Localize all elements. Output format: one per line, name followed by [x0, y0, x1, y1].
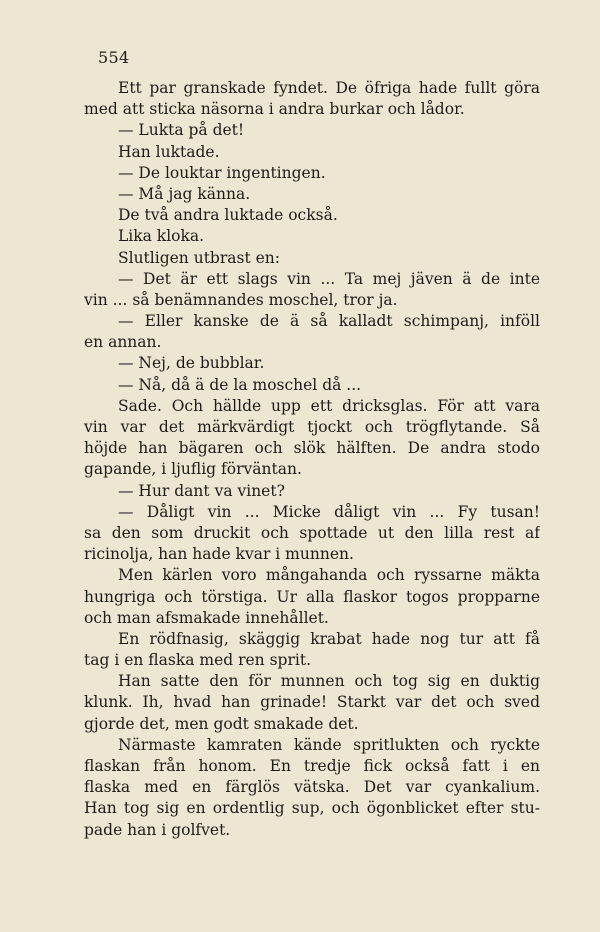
text-line: tag i en flaska med ren sprit.: [84, 651, 311, 670]
text-line: med att sticka näsorna i andra burkar och lådor.: [84, 100, 465, 119]
body-text: [84, 78, 540, 841]
text-line: Lika kloka.: [118, 227, 205, 246]
text-line: Sade. Och hällde upp ett dricksglas. För att vara: [118, 396, 540, 415]
text-line: flaskan från honom. En tredje fick också fatt i en: [84, 757, 540, 775]
text-line: Ett par granskade fyndet. De öfriga hade fullt göra: [118, 79, 540, 97]
text-line: en annan.: [84, 333, 162, 352]
page-number: 554: [98, 48, 130, 67]
text-line: klunk. Ih, hvad han grinade! Starkt var det och sved: [84, 693, 540, 712]
text-line: gjorde det, men godt smakade det.: [84, 714, 359, 733]
text-line: — Nej, de bubblar.: [118, 354, 265, 373]
text-line: pade han i golfvet.: [84, 820, 231, 839]
text-line: Han luktade.: [118, 142, 220, 161]
text-line: ricinolja, han hade kvar i munnen.: [84, 545, 354, 564]
text-line: sa den som druckit och spottade ut den lilla rest af: [84, 523, 540, 542]
text-line: vin var det märkvärdigt tjockt och trögflytande. Så: [84, 418, 540, 436]
text-line: En rödfnasig, skäggig krabat hade nog tur att få: [118, 629, 540, 648]
text-line: De två andra luktade också.: [118, 206, 338, 225]
text-line: gapande, i ljuflig förväntan.: [84, 460, 302, 479]
text-line: höjde han bägaren och slök hälften. De andra stodo: [84, 439, 540, 458]
text-line: flaska med en färglös vätska. Det var cyankalium.: [84, 778, 540, 797]
text-line: Han tog sig en ordentlig sup, och ögonblicket efter stu-: [84, 799, 540, 818]
text-line: — De louktar ingentingen.: [118, 163, 326, 182]
text-line: — Nå, då ä de la moschel då ...: [118, 375, 362, 394]
text-line: Slutligen utbrast en:: [118, 248, 280, 267]
text-line: Men kärlen voro mångahanda och ryssarne mäkta: [118, 566, 540, 585]
text-line: och man afsmakade innehållet.: [84, 608, 329, 627]
text-line: Han satte den för munnen och tog sig en duktig: [118, 672, 540, 691]
text-line: — Eller kanske de ä så kalladt schimpanj, inföll: [118, 312, 540, 331]
text-line: — Det är ett slags vin ... Ta mej jäven ä de inte: [118, 269, 540, 288]
text-line: — Dåligt vin ... Micke dåligt vin ... Fy tusan!: [118, 502, 540, 521]
text-line: — Må jag känna.: [118, 184, 251, 203]
text-line: — Lukta på det!: [118, 121, 245, 140]
text-line: — Hur dant va vinet?: [118, 481, 285, 500]
text-line: hungriga och törstiga. Ur alla flaskor togos propparne: [84, 587, 540, 606]
text-line: vin ... så benämnandes moschel, tror ja.: [84, 290, 398, 309]
text-line: Närmaste kamraten kände spritlukten och ryckte: [118, 735, 540, 754]
